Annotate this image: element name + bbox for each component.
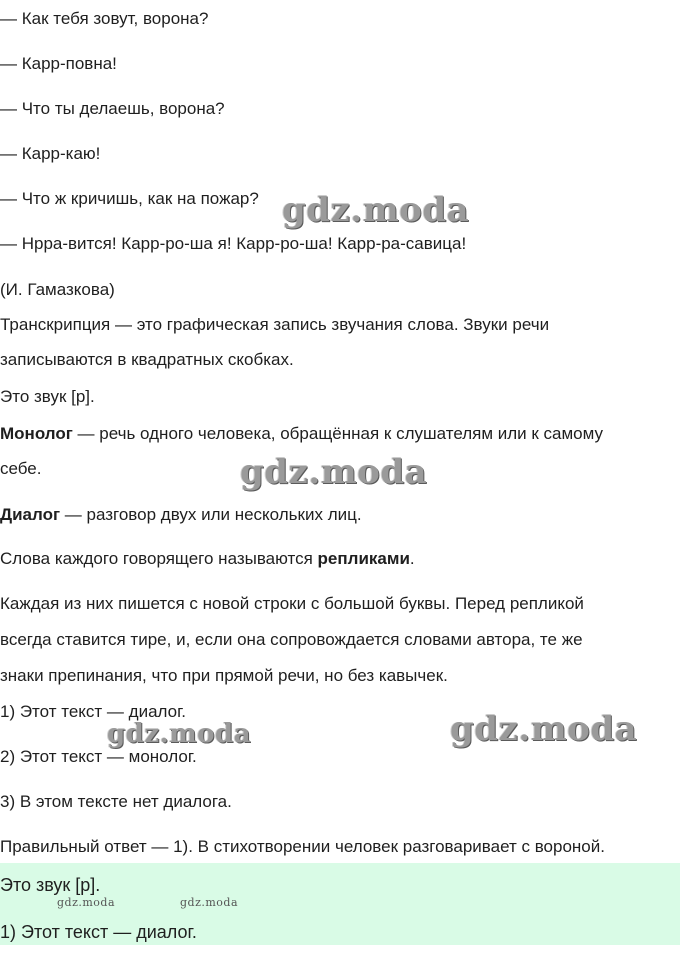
sound-text: Это звук [р]. [0, 387, 95, 406]
monolog-term: Монолог [0, 424, 73, 443]
watermark: gdz.moda [240, 452, 428, 492]
transcription-line-2: записываются в квадратных скобках. [0, 350, 294, 369]
option-3: 3) В этом тексте нет диалога. [0, 792, 232, 811]
poem-line-6: — Нрра-вится! Карр-ро-ша я! Карр-ро-ша! Карр-ра-савица! [0, 234, 467, 253]
poem-author: (И. Гамазкова) [0, 280, 115, 299]
watermark: gdz.moda [180, 896, 239, 909]
monolog-definition [0, 423, 603, 445]
poem-line-1: — Как тебя зовут, ворона? [0, 9, 209, 28]
poem-line-4: — Карр-каю! [0, 144, 101, 163]
answer-line-1: Это звук [р]. [0, 875, 101, 895]
replicas-before: Слова каждого говорящего называются [0, 549, 318, 568]
replicas-term: репликами [317, 549, 410, 568]
poem-line-3: — Что ты делаешь, ворона? [0, 99, 225, 118]
option-1: 1) Этот текст — диалог. [0, 702, 186, 721]
answer-line-2: 1) Этот текст — диалог. [0, 922, 197, 942]
poem-line-2: — Карр-повна! [0, 54, 117, 73]
watermark: gdz.moda [57, 896, 116, 909]
poem-line-5: — Что ж кричишь, как на пожар? [0, 189, 259, 208]
option-2: 2) Этот текст — монолог. [0, 747, 197, 766]
watermark: gdz.moda [282, 190, 470, 230]
rules-line-3: знаки препинания, что при прямой речи, но без кавычек. [0, 666, 448, 685]
replicas-after: . [409, 549, 415, 568]
watermark: gdz.moda [107, 719, 252, 749]
correct-answer: Правильный ответ — 1). В стихотворении человек разговаривает с вороной. [0, 837, 605, 856]
rules-line-1: Каждая из них пишется с новой строки с большой буквы. Перед репликой [0, 594, 584, 613]
dialog-definition [0, 504, 362, 526]
transcription-line-1: Транскрипция — это графическая запись звучания слова. Звуки речи [0, 315, 550, 334]
monolog-line-2: себе. [0, 459, 42, 478]
watermark: gdz.moda [450, 709, 638, 749]
rules-line-2: всегда ставится тире, и, если она сопровождается словами автора, те же [0, 630, 583, 649]
dialog-term: Диалог [0, 505, 61, 524]
monolog-rest: — речь одного человека, обращённая к слушателям или к самому [72, 424, 604, 443]
dialog-rest: — разговор двух или нескольких лиц. [60, 505, 362, 524]
replicas-definition [0, 548, 415, 570]
